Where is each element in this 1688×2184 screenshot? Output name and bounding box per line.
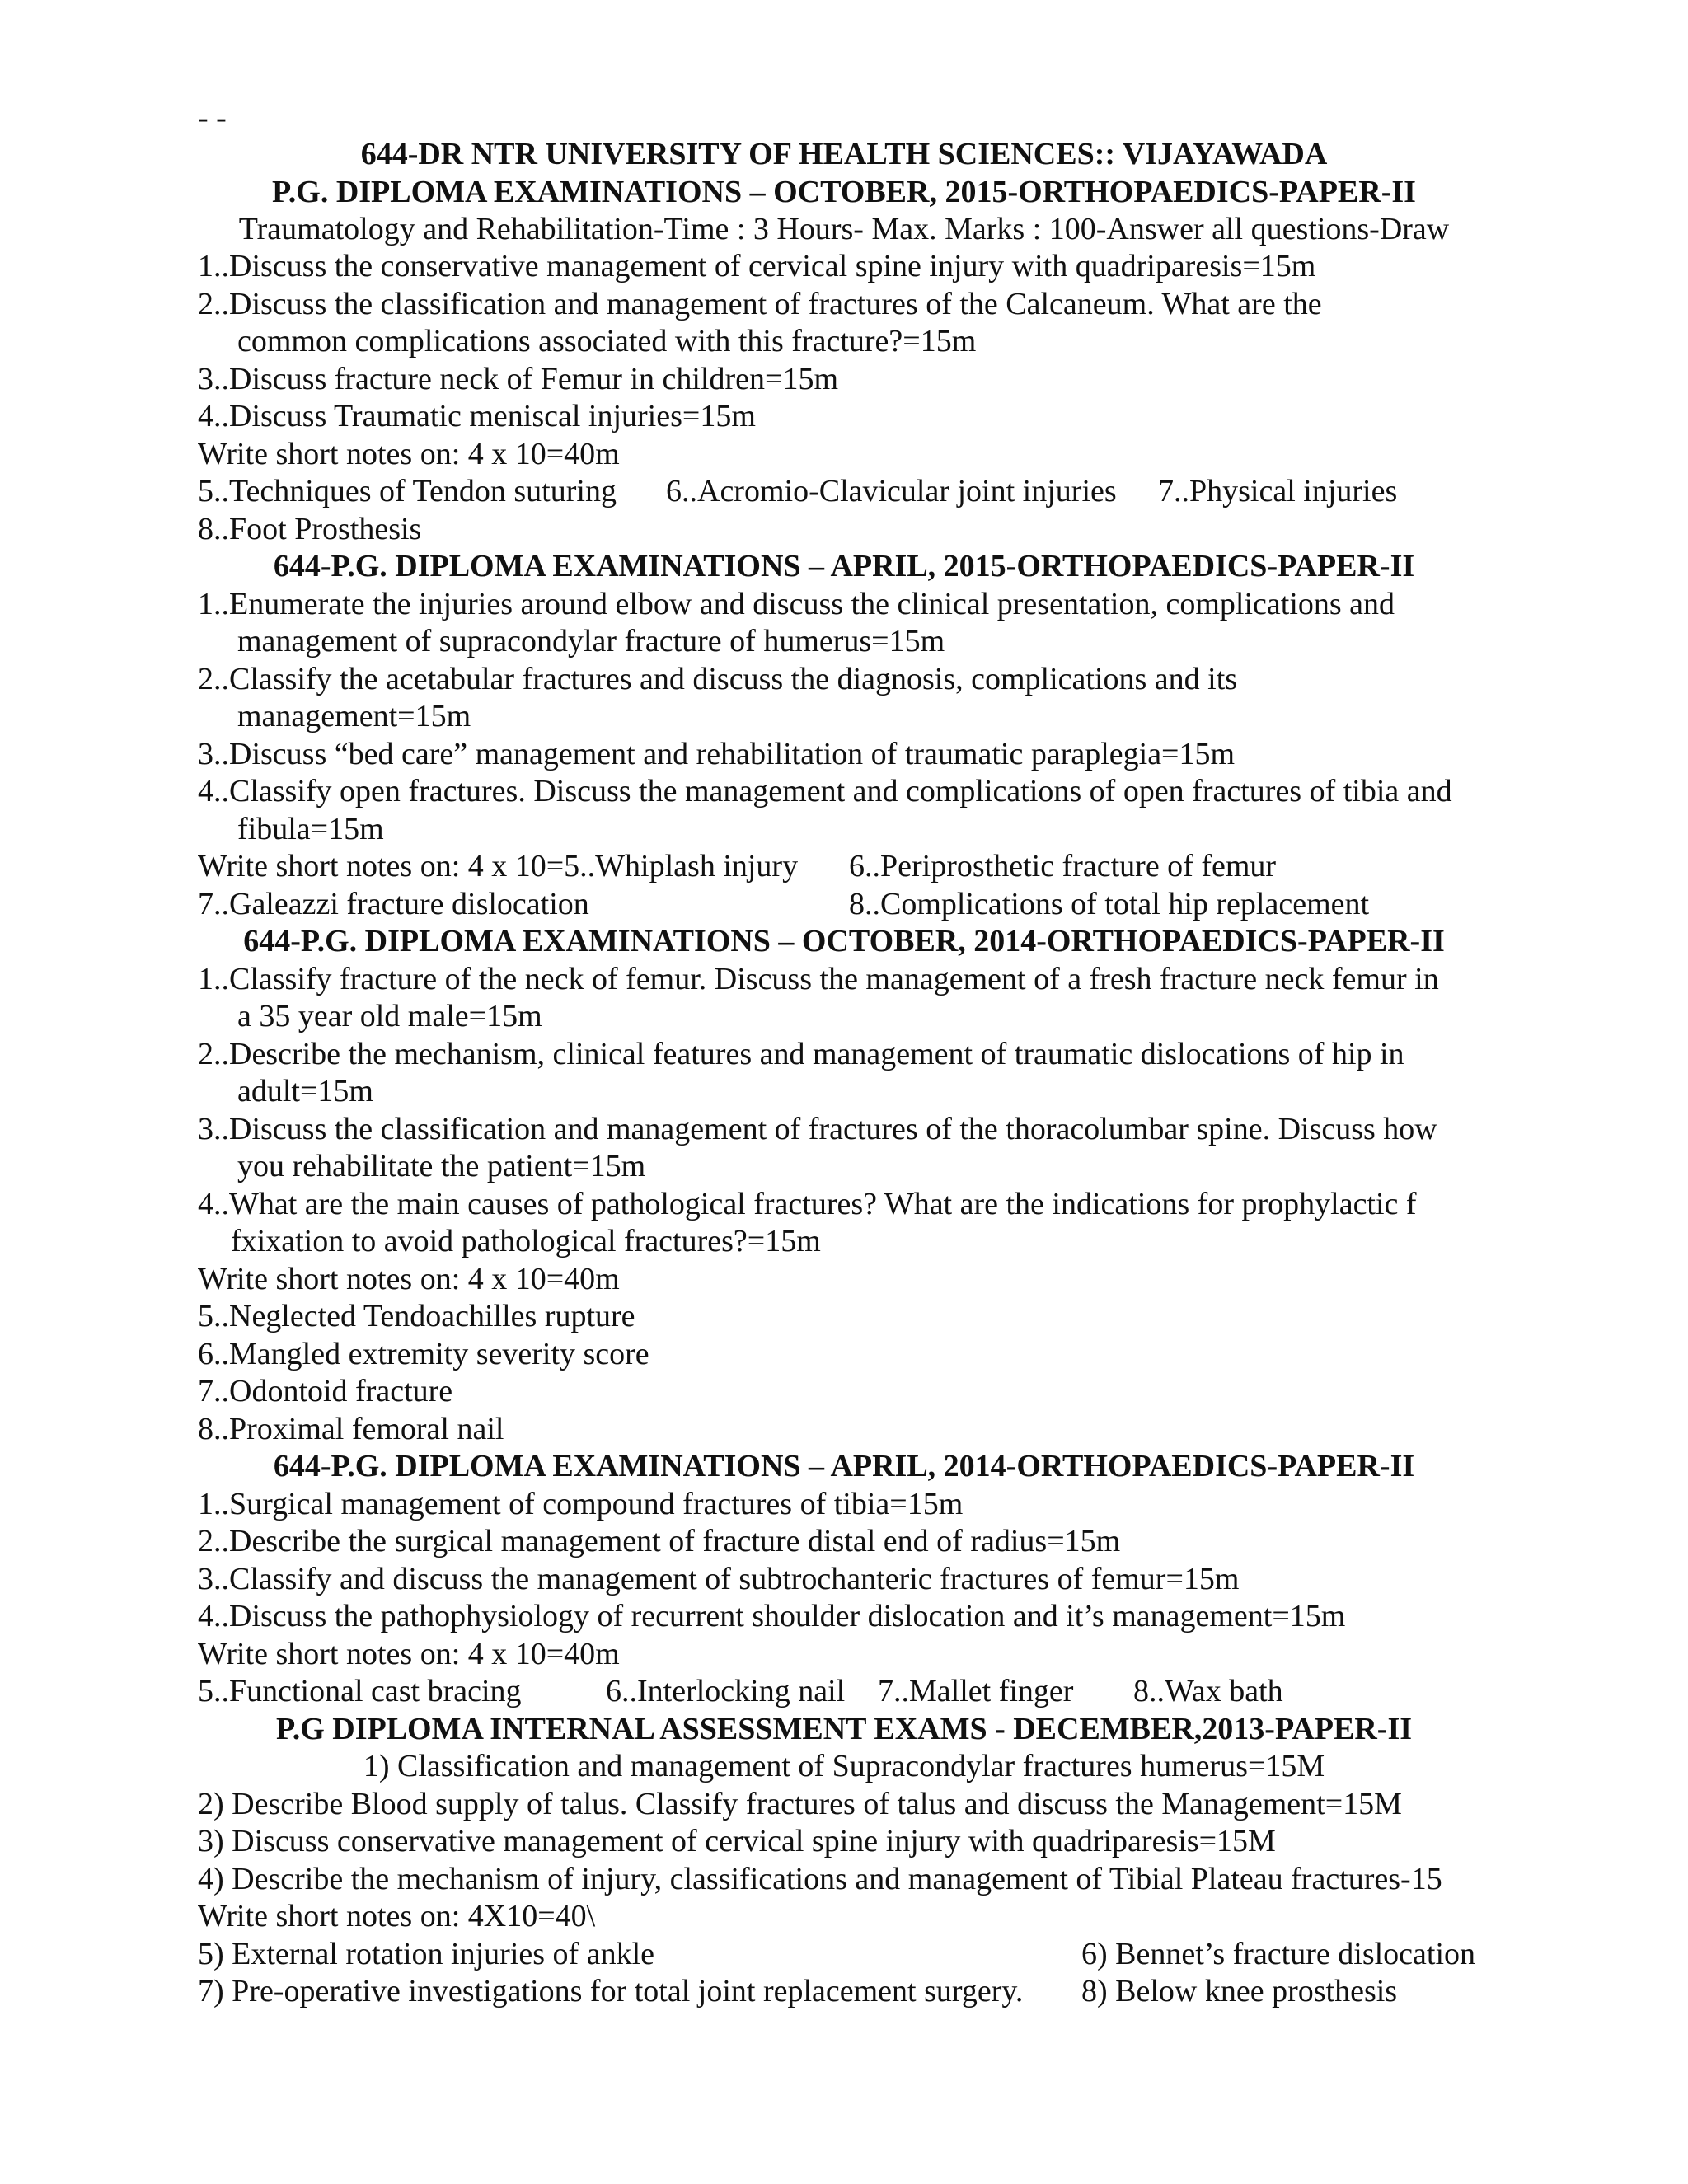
short-notes-heading: Write short notes on: 4X10=40\	[198, 1899, 596, 1933]
short-note: 5..Functional cast bracing	[198, 1674, 522, 1708]
short-notes-heading: Write short notes on: 4 x 10=40m	[198, 437, 620, 471]
question: 4) Describe the mechanism of injury, classifications and management of Tibial Plateau fractures-15	[198, 1862, 1442, 1896]
short-note: 7..Odontoid fracture	[198, 1374, 453, 1408]
question-continuation: management of supracondylar fracture of humerus=15m	[237, 624, 945, 658]
question: 2) Describe Blood supply of talus. Classify fractures of talus and discuss the Management=15M	[198, 1787, 1402, 1821]
short-note: 5..Neglected Tendoachilles rupture	[198, 1299, 635, 1333]
short-note: 8..Wax bath	[1133, 1674, 1283, 1708]
question: 3..Discuss fracture neck of Femur in children=15m	[198, 362, 838, 396]
short-note: 8..Proximal femoral nail	[198, 1412, 504, 1446]
question: 3) Discuss conservative management of cervical spine injury with quadriparesis=15M	[198, 1824, 1276, 1858]
question-continuation: fxixation to avoid pathological fractures?=15m	[231, 1224, 821, 1258]
short-note: 8..Complications of total hip replacement	[849, 887, 1370, 921]
question: 2..Classify the acetabular fractures and discuss the diagnosis, complications and its	[198, 662, 1238, 696]
short-note: 7..Galeazzi fracture dislocation	[198, 887, 589, 921]
question: 3..Classify and discuss the management of subtrochanteric fractures of femur=15m	[198, 1562, 1240, 1596]
short-note: 6..Acromio-Clavicular joint injuries	[666, 474, 1117, 509]
top-mark: - -	[198, 101, 227, 135]
question-continuation: adult=15m	[237, 1074, 373, 1108]
short-note: 6) Bennet’s fracture dislocation	[1081, 1937, 1476, 1971]
question-continuation: management=15m	[237, 699, 471, 733]
short-note: 6..Interlocking nail	[606, 1674, 846, 1708]
short-note: 7..Mallet finger	[878, 1674, 1074, 1708]
question: 1..Classify fracture of the neck of femur. Discuss the management of a fresh fracture neck femur in	[198, 962, 1439, 996]
question-continuation: common complications associated with this fracture?=15m	[237, 324, 977, 359]
short-note: 5..Techniques of Tendon suturing	[198, 474, 617, 509]
exam-subtitle: Traumatology and Rehabilitation-Time : 3 Hours- Max. Marks : 100-Answer all questions-Draw	[238, 212, 1450, 246]
question: 1) Classification and management of Supracondylar fractures humerus=15M	[363, 1749, 1325, 1783]
question: 4..What are the main causes of pathological fractures? What are the indications for prophylactic f	[198, 1187, 1417, 1221]
university-title: 644-DR NTR UNIVERSITY OF HEALTH SCIENCES:: VIJAYAWADA	[360, 137, 1328, 171]
question: 4..Discuss the pathophysiology of recurrent shoulder dislocation and it’s management=15m	[198, 1599, 1346, 1633]
question-continuation: you rehabilitate the patient=15m	[237, 1149, 646, 1183]
short-note: 6..Periprosthetic fracture of femur	[849, 849, 1277, 883]
short-note: 6..Mangled extremity severity score	[198, 1337, 649, 1371]
question: 2..Describe the mechanism, clinical features and management of traumatic dislocations of hip in	[198, 1037, 1404, 1071]
question-continuation: a 35 year old male=15m	[237, 999, 542, 1033]
question: 2..Describe the surgical management of fracture distal end of radius=15m	[198, 1524, 1121, 1558]
short-notes-heading: Write short notes on: 4 x 10=40m	[198, 1637, 620, 1671]
question: 4..Discuss Traumatic meniscal injuries=15m	[198, 399, 756, 434]
question: 3..Discuss the classification and management of fractures of the thoracolumbar spine. Discuss how	[198, 1112, 1437, 1146]
exam-title-apr-2015: 644-P.G. DIPLOMA EXAMINATIONS – APRIL, 2015-ORTHOPAEDICS-PAPER-II	[273, 549, 1415, 583]
question: 2..Discuss the classification and management of fractures of the Calcaneum. What are the	[198, 287, 1322, 321]
question: 1..Enumerate the injuries around elbow and discuss the clinical presentation, complications and	[198, 587, 1395, 621]
question: 1..Discuss the conservative management of cervical spine injury with quadriparesis=15m	[198, 249, 1316, 284]
question: 4..Classify open fractures. Discuss the management and complications of open fractures of tibia and	[198, 774, 1452, 808]
question: 3..Discuss “bed care” management and rehabilitation of traumatic paraplegia=15m	[198, 737, 1236, 771]
question: 1..Surgical management of compound fractures of tibia=15m	[198, 1487, 964, 1521]
short-notes-heading: Write short notes on: 4 x 10=40m	[198, 1262, 620, 1296]
short-notes-heading: Write short notes on: 4 x 10=5..Whiplash injury	[198, 849, 799, 883]
exam-title-oct-2015: P.G. DIPLOMA EXAMINATIONS – OCTOBER, 2015-ORTHOPAEDICS-PAPER-II	[272, 175, 1416, 209]
question-continuation: fibula=15m	[237, 812, 384, 846]
short-note: 7..Physical injuries	[1158, 474, 1398, 509]
exam-title-apr-2014: 644-P.G. DIPLOMA EXAMINATIONS – APRIL, 2014-ORTHOPAEDICS-PAPER-II	[273, 1449, 1415, 1483]
exam-title-oct-2014: 644-P.G. DIPLOMA EXAMINATIONS – OCTOBER, 2014-ORTHOPAEDICS-PAPER-II	[243, 924, 1445, 958]
short-note: 7) Pre-operative investigations for total joint replacement surgery.	[198, 1974, 1024, 2008]
short-note: 8) Below knee prosthesis	[1081, 1974, 1398, 2008]
short-note: 8..Foot Prosthesis	[198, 512, 422, 546]
short-note: 5) External rotation injuries of ankle	[198, 1937, 654, 1971]
exam-title-dec-2013: P.G DIPLOMA INTERNAL ASSESSMENT EXAMS - DECEMBER,2013-PAPER-II	[275, 1712, 1413, 1746]
